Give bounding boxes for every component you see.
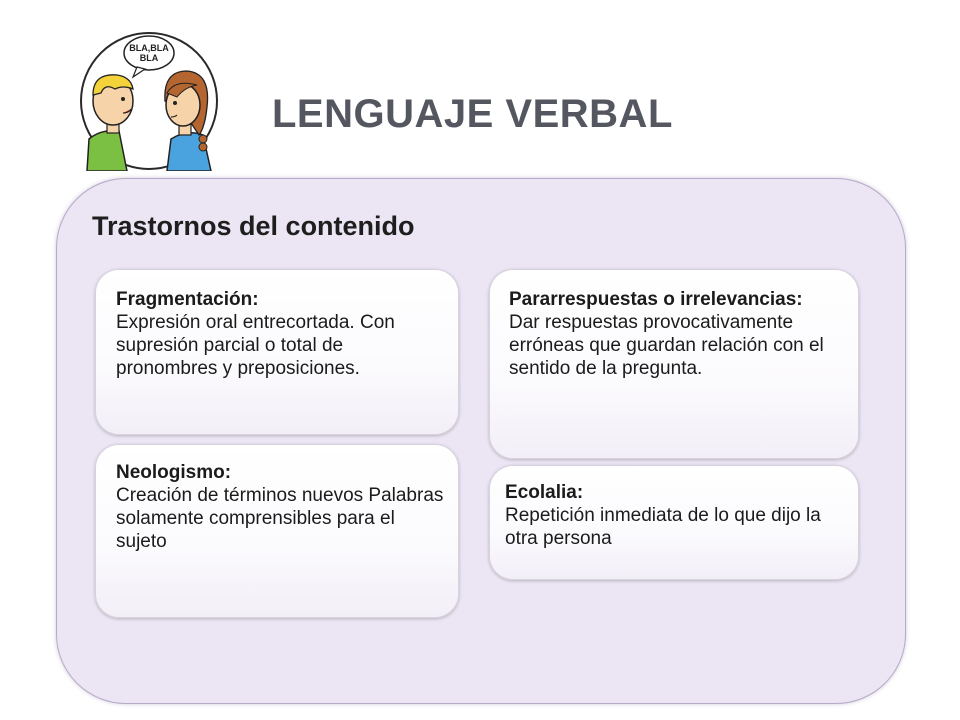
card-neologismo	[95, 444, 459, 618]
page-title: LENGUAJE VERBAL	[272, 92, 673, 136]
section-title: Trastornos del contenido	[92, 211, 415, 241]
svg-text:BLA,BLA: BLA,BLA	[129, 43, 169, 53]
card-text: Dar respuestas provocativamente erróneas que guardan relación con el sentido de la pregunta.	[509, 312, 824, 379]
card-text: Repetición inmediata de lo que dijo la otra persona	[505, 505, 821, 549]
card-heading: Fragmentación:	[116, 289, 259, 310]
card-heading: Pararrespuestas o irrelevancias:	[509, 289, 803, 310]
card-heading: Ecolalia:	[505, 482, 584, 503]
card-fragmentacion	[95, 269, 459, 435]
card-text: Creación de términos nuevos Palabras solamente comprensibles para el sujeto	[116, 485, 444, 552]
card-pararrespuestas	[489, 269, 859, 459]
card-heading: Neologismo:	[116, 462, 232, 483]
card-text: Expresión oral entrecortada. Con supresión parcial o total de pronombres y preposiciones.	[116, 312, 395, 379]
card-ecolalia	[489, 465, 859, 580]
conversation-logo	[79, 31, 219, 171]
svg-text:BLA: BLA	[139, 53, 159, 63]
two-people-talking-icon	[79, 31, 219, 171]
